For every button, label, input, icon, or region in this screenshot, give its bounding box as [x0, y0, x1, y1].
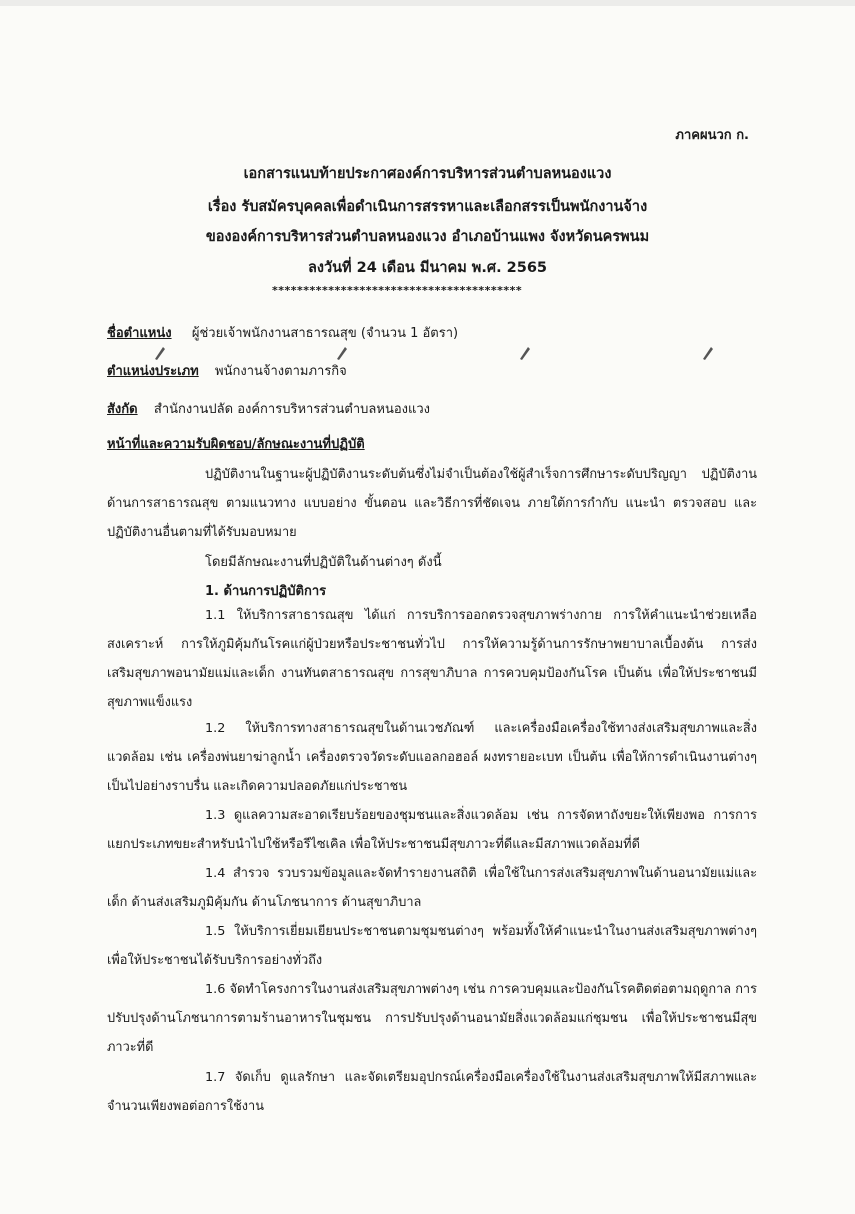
position-row: [107, 322, 458, 343]
pen-mark-icon: [334, 344, 348, 360]
pen-mark-icon: [152, 344, 166, 360]
affiliation-row: [107, 398, 430, 419]
separator-stars: ****************************************: [272, 284, 523, 297]
item-1-1: 1.1 ให้บริการสาธารณสุข ได้แก่ การบริการออกตรวจสุขภาพร่างกาย การให้คำแนะนำช่วยเหลือ สงเคราะห์ การให้ภูมิคุ้มกันโรคแก่ผู้ป่วยหรือประชาชนทั่วไป การให้ความรู้ด้านการรักษาพยาบาลเบื้องต้น การส่งเสริมสุขภาพอนามัยแม่และเด็ก งานทันตสาธารณสุข การสุขาภิบาล การควบคุมป้องกันโรค เป็นต้น เพื่อให้ประชาชนมีสุขภาพแข็งแรง: [107, 608, 757, 710]
item-1-6: 1.6 จัดทำโครงการในงานส่งเสริมสุขภาพต่างๆ เช่น การควบคุมและป้องกันโรคติดต่อตามฤดูกาล การปรับปรุงด้านโภชนาการตามร้านอาหารในชุมชน การปรับปรุงด้านอนามัยสิ่งแวดล้อมแก่ชุมชน เพื่อให้ประชาชนมีสุขภาวะที่ดี: [107, 982, 757, 1055]
item-1-7: 1.7 จัดเก็บ ดูแลรักษา และจัดเตรียมอุปกรณ์เครื่องมือเครื่องใช้ในงานส่งเสริมสุขภาพให้มีสภาพและจำนวนเพียงพอต่อการใช้งาน: [107, 1070, 757, 1114]
header-line-1: เอกสารแนบท้ายประกาศองค์การบริหารส่วนตำบลหนองแวง: [243, 166, 612, 182]
header-line-3: ขององค์การบริหารส่วนตำบลหนองแวง อำเภอบ้านแพง จังหวัดนครพนม: [205, 229, 650, 245]
section-1-title: 1. ด้านการปฏิบัติการ: [205, 584, 327, 599]
header-line-2: เรื่อง รับสมัครบุคคลเพื่อดำเนินการสรรหาและเลือกสรรเป็นพนักงานจ้าง: [207, 199, 648, 215]
type-label: ตำแหน่งประเภท: [107, 364, 199, 379]
header-line-4: ลงวันที่ 24 เดือน มีนาคม พ.ศ. 2565: [308, 260, 547, 276]
annex-label: ภาคผนวก ก.: [675, 128, 749, 143]
item-1-5: 1.5 ให้บริการเยี่ยมเยียนประชาชนตามชุมชนต่างๆ พร้อมทั้งให้คำแนะนำในงานส่งเสริมสุขภาพต่างๆ เพื่อให้ประชาชนได้รับบริการอย่างทั่วถึง: [107, 924, 757, 968]
item-1-2: 1.2 ให้บริการทางสาธารณสุขในด้านเวชภัณฑ์ และเครื่องมือเครื่องใช้ทางส่งเสริมสุขภาพและสิ่งแวดล้อม เช่น เครื่องพ่นยาฆ่าลูกน้ำ เครื่องตรวจวัดระดับแอลกอฮอล์ ผงทรายอะเบท เป็นต้น เพื่อให้การดำเนินงานต่างๆ เป็นไปอย่างราบรื่น และเกิดความปลอดภัยแก่ประชาชน: [107, 721, 757, 794]
affiliation-label: สังกัด: [107, 402, 138, 417]
type-value: พนักงานจ้างตามภารกิจ: [215, 364, 347, 379]
affiliation-value: สำนักงานปลัด องค์การบริหารส่วนตำบลหนองแวง: [153, 402, 431, 417]
sub-intro: โดยมีลักษณะงานที่ปฏิบัติในด้านต่างๆ ดังนี้: [205, 555, 442, 570]
item-1-3: 1.3 ดูแลความสะอาดเรียบร้อยของชุมชนและสิ่งแวดล้อม เช่น การจัดหาถังขยะให้เพียงพอ การการแยกประเภทขยะสำหรับนำไปใช้หรือรีไซเคิล เพื่อให้ประชาชนมีสุขภาวะที่ดีและมีสภาพแวดล้อมที่ดี: [107, 808, 757, 852]
position-label: ชื่อตำแหน่ง: [107, 326, 172, 341]
pen-mark-icon: [700, 344, 714, 360]
item-1-4: 1.4 สำรวจ รวบรวมข้อมูลและจัดทำรายงานสถิติ เพื่อใช้ในการส่งเสริมสุขภาพในด้านอนามัยแม่และเด็ก ด้านส่งเสริมภูมิคุ้มกัน ด้านโภชนาการ ด้านสุขาภิบาล: [107, 866, 757, 910]
duties-heading: หน้าที่และความรับผิดชอบ/ลักษณะงานที่ปฏิบัติ: [107, 437, 365, 452]
intro-paragraph: ปฏิบัติงานในฐานะผู้ปฏิบัติงานระดับต้นซึ่งไม่จำเป็นต้องใช้ผู้สำเร็จการศึกษาระดับปริญญา ปฏิบัติงานด้านการสาธารณสุข ตามแนวทาง แบบอย่าง ขั้นตอน และวิธีการที่ชัดเจน ภายใต้การกำกับ แนะนำ ตรวจสอบ และปฏิบัติงานอื่นตามที่ได้รับมอบหมาย: [107, 467, 757, 540]
type-row: [107, 360, 347, 381]
position-value: ผู้ช่วยเจ้าพนักงานสาธารณสุข (จำนวน 1 อัตรา): [191, 326, 459, 341]
pen-mark-icon: [517, 344, 531, 360]
